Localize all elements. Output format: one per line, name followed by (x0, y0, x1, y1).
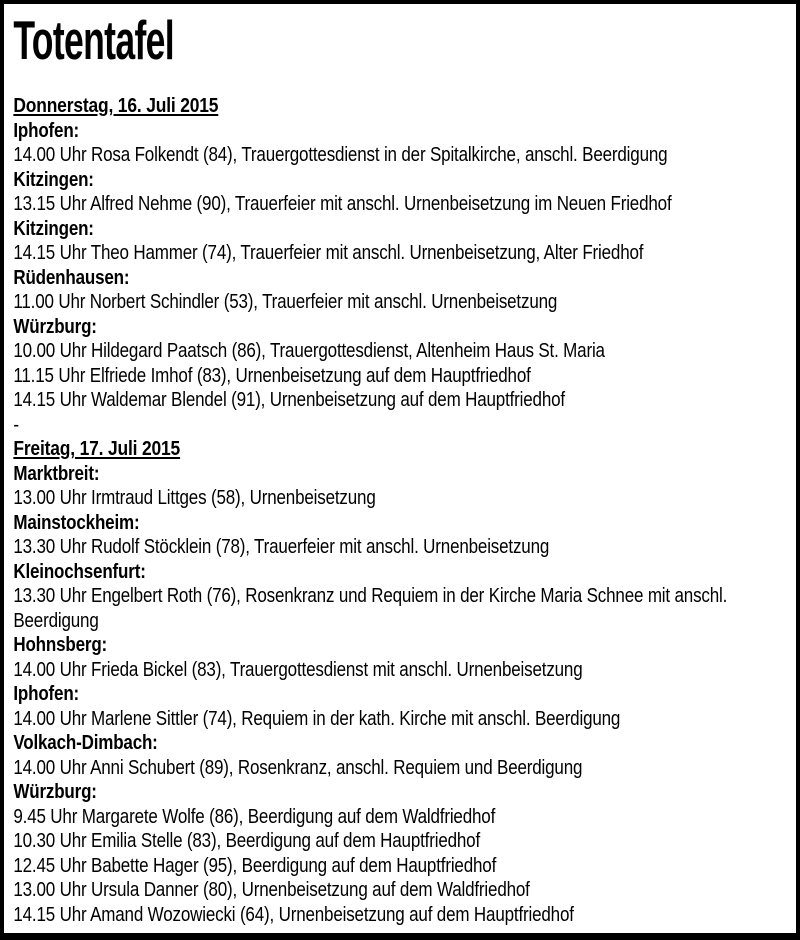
entry-line: 9.45 Uhr Margarete Wolfe (86), Beerdigung auf dem Waldfriedhof (13, 805, 496, 828)
location-line: Hohnsberg: (13, 634, 108, 656)
entry-line: 14.15 Uhr Amand Wozowiecki (64), Urnenbeisetzung auf dem Hauptfriedhof (13, 903, 574, 926)
entry-line: 13.00 Uhr Irmtraud Littges (58), Urnenbeisetzung (13, 487, 376, 509)
entry-line: 10.00 Uhr Hildegard Paatsch (86), Trauergottesdienst, Altenheim Haus St. Maria (13, 340, 605, 362)
location-line: Rüdenhausen: (13, 266, 130, 289)
entry-line: 14.00 Uhr Marlene Sittler (74), Requiem in der kath. Kirche mit anschl. Beerdigung (13, 707, 621, 730)
entry-line: 14.15 Uhr Waldemar Blendel (91), Urnenbeisetzung auf dem Hauptfriedhof (13, 389, 565, 411)
entry-line: 14.00 Uhr Anni Schubert (89), Rosenkranz, anschl. Requiem und Beerdigung (13, 756, 583, 779)
entry-line: 13.30 Uhr Engelbert Roth (76), Rosenkranz und Requiem in der Kirche Maria Schnee mit anschl. (13, 585, 728, 607)
location-line: Mainstockheim: (13, 511, 140, 534)
location-line: Würzburg: (13, 315, 97, 338)
location-line: Marktbreit: (13, 462, 100, 485)
location-line: Iphofen: (13, 683, 80, 705)
location-line: Kleinochsenfurt: (13, 560, 146, 583)
date-header: Freitag, 17. Juli 2015 (13, 437, 181, 460)
page-title (13, 9, 800, 71)
location-line: Kitzingen: (13, 217, 94, 240)
entry-line: 11.00 Uhr Norbert Schindler (53), Trauerfeier mit anschl. Urnenbeisetzung (13, 291, 558, 313)
section-separator: - (13, 413, 19, 436)
page-content (4, 4, 800, 927)
entry-line: 11.15 Uhr Elfriede Imhof (83), Urnenbeisetzung auf dem Hauptfriedhof (13, 364, 531, 387)
page-title-text: Totentafel (13, 9, 175, 71)
section (13, 437, 800, 927)
entry-line: 14.15 Uhr Theo Hammer (74), Trauerfeier mit anschl. Urnenbeisetzung, Alter Friedhof (13, 242, 644, 264)
entry-line: 14.00 Uhr Rosa Folkendt (84), Trauergottesdienst in der Spitalkirche, anschl. Beerdigung (13, 144, 668, 166)
entry-line: Beerdigung (13, 609, 99, 632)
entry-line: 10.30 Uhr Emilia Stelle (83), Beerdigung auf dem Hauptfriedhof (13, 830, 481, 852)
sections (13, 94, 800, 927)
location-line: Volkach-Dimbach: (13, 732, 158, 754)
date-header: Donnerstag, 16. Juli 2015 (13, 94, 219, 117)
entry-line: 13.15 Uhr Alfred Nehme (90), Trauerfeier mit anschl. Urnenbeisetzung im Neuen Friedhof (13, 193, 672, 215)
section (13, 94, 800, 413)
entry-line: 12.45 Uhr Babette Hager (95), Beerdigung auf dem Hauptfriedhof (13, 854, 497, 877)
entry-line: 13.30 Uhr Rudolf Stöcklein (78), Trauerfeier mit anschl. Urnenbeisetzung (13, 536, 550, 558)
location-line: Würzburg: (13, 781, 97, 803)
entry-line: 13.00 Uhr Ursula Danner (80), Urnenbeisetzung auf dem Waldfriedhof (13, 879, 530, 901)
location-line: Iphofen: (13, 119, 80, 142)
entry-line: 14.00 Uhr Frieda Bickel (83), Trauergottesdienst mit anschl. Urnenbeisetzung (13, 658, 583, 681)
location-line: Kitzingen: (13, 168, 94, 191)
